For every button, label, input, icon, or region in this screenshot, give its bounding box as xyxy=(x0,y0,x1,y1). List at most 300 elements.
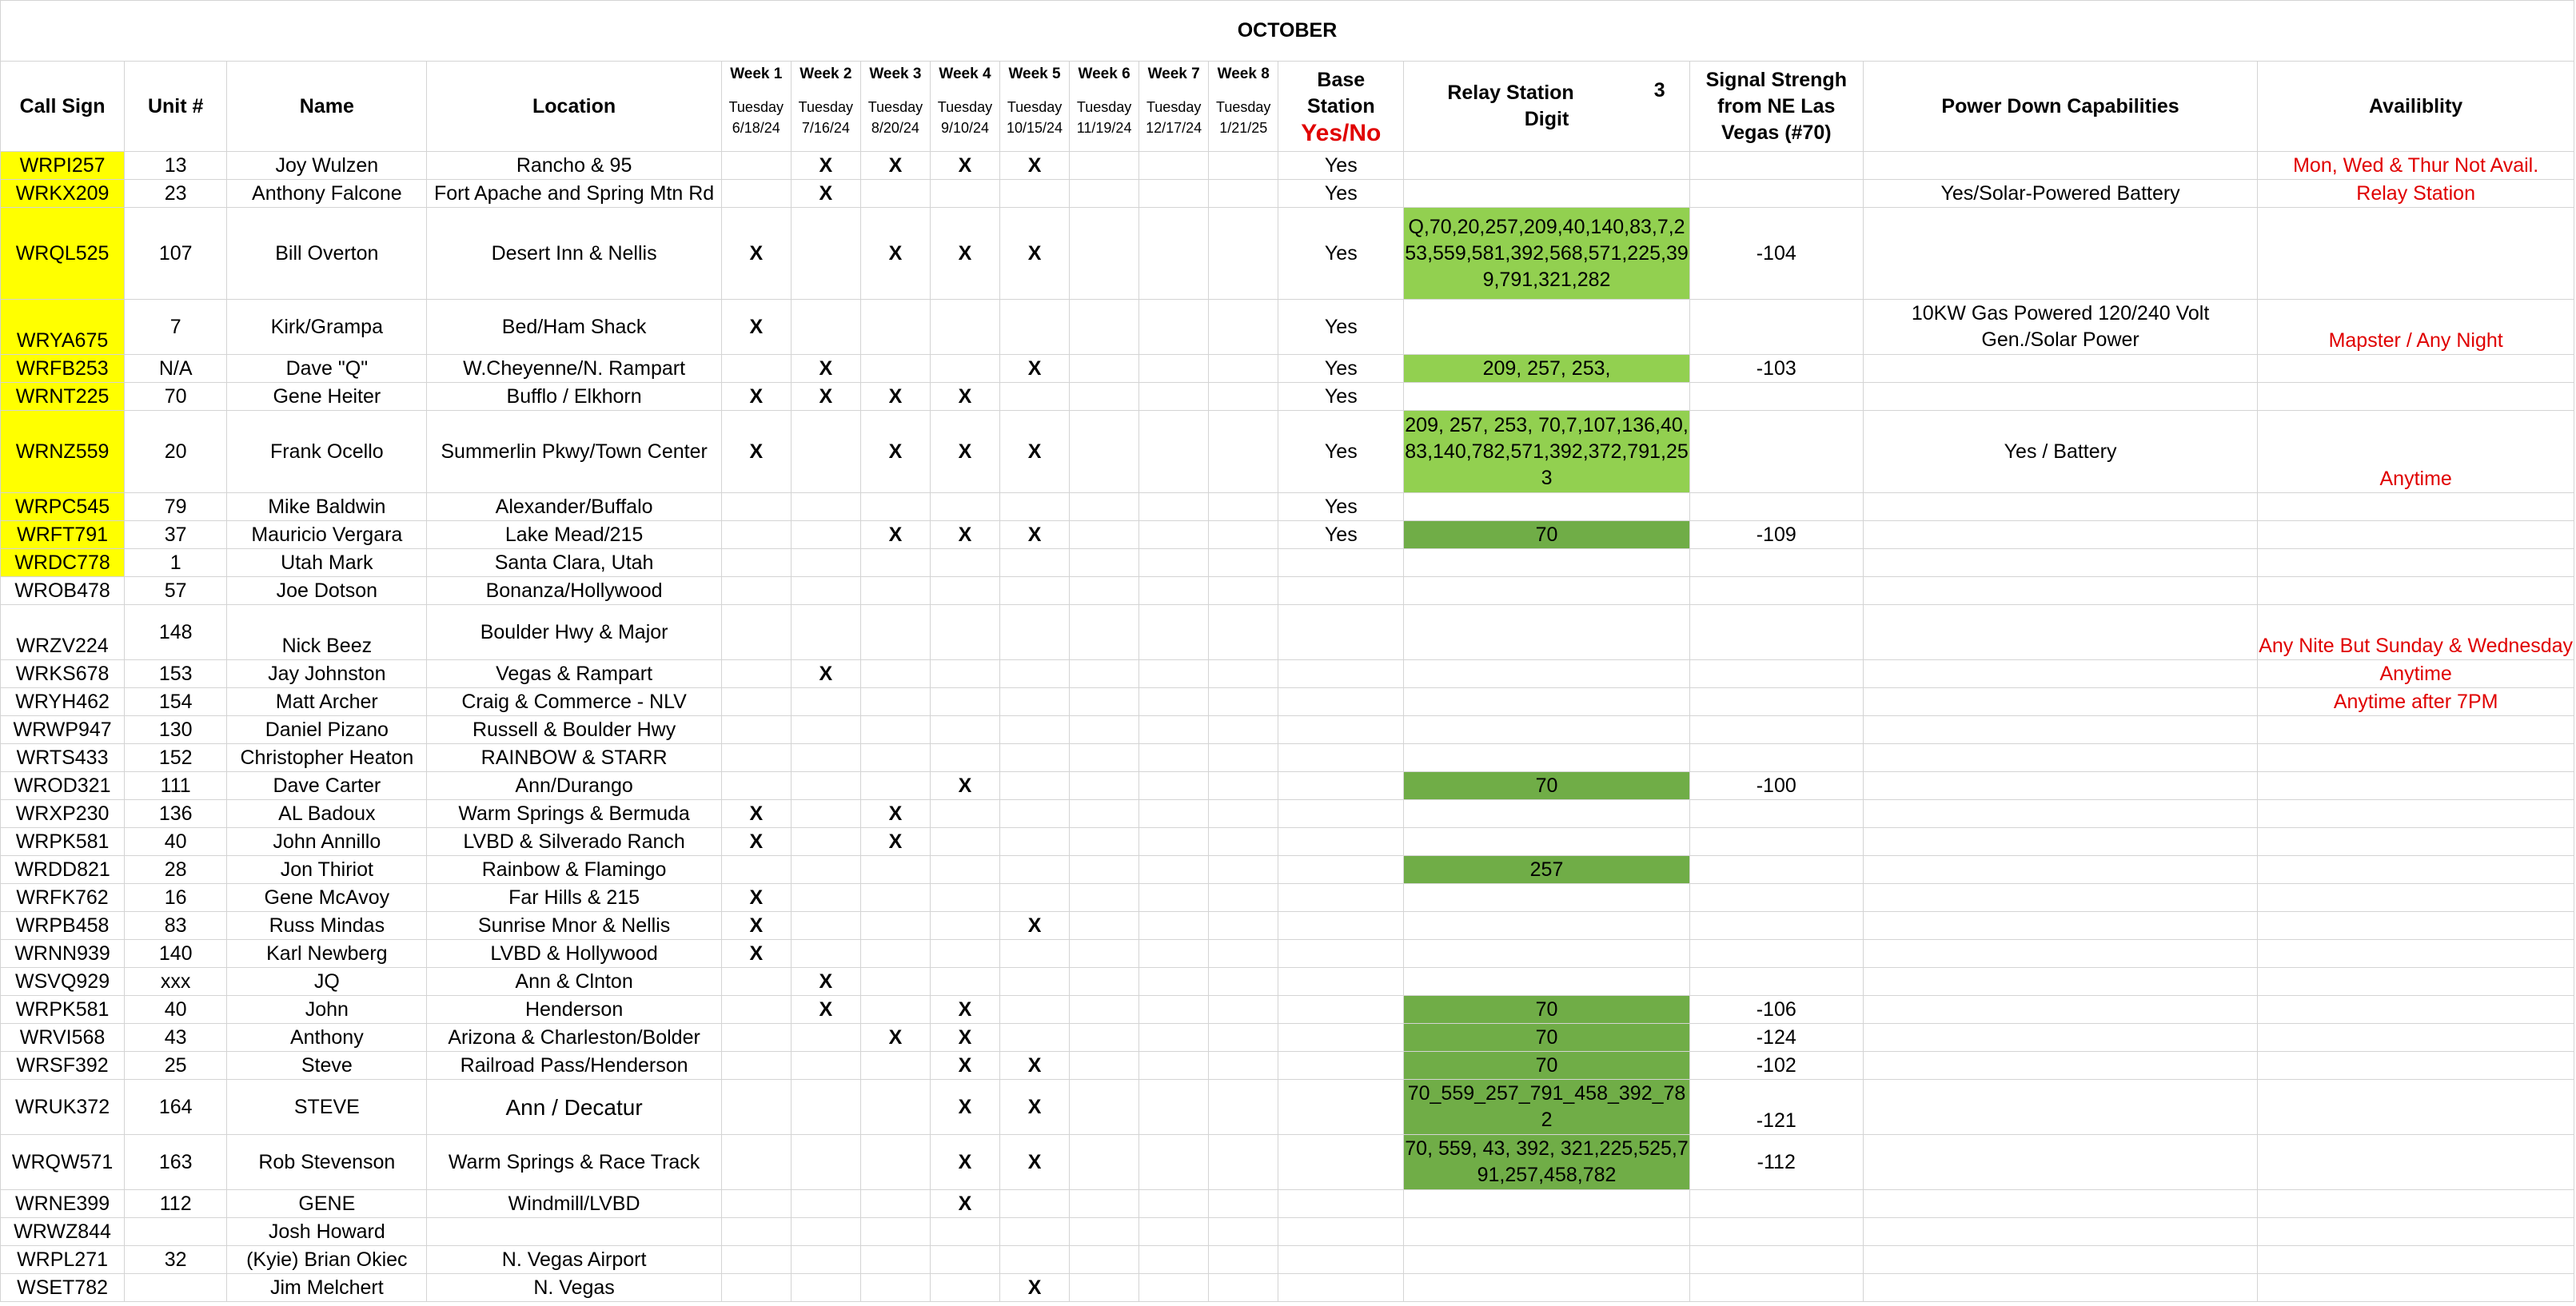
base-station-cell[interactable] xyxy=(1278,660,1404,688)
week-2-cell[interactable] xyxy=(791,884,860,912)
week-4-cell[interactable]: X xyxy=(930,411,999,493)
week-2-cell[interactable] xyxy=(791,856,860,884)
week-5-cell[interactable]: X xyxy=(1000,1135,1070,1190)
week-8-cell[interactable] xyxy=(1209,152,1278,180)
week-5-cell[interactable] xyxy=(1000,716,1070,744)
unit-cell[interactable]: 20 xyxy=(125,411,227,493)
name-cell[interactable]: Jon Thiriot xyxy=(227,856,427,884)
week-5-cell[interactable] xyxy=(1000,1024,1070,1052)
week-7-cell[interactable] xyxy=(1139,912,1209,940)
signal-cell[interactable]: -121 xyxy=(1689,1080,1863,1135)
call-sign-cell[interactable]: WRSF392 xyxy=(1,1052,125,1080)
name-cell[interactable]: Gene Heiter xyxy=(227,383,427,411)
week-7-cell[interactable] xyxy=(1139,300,1209,355)
week-8-cell[interactable] xyxy=(1209,800,1278,828)
week-5-cell[interactable] xyxy=(1000,996,1070,1024)
availability-cell[interactable]: Anytime xyxy=(2258,660,2574,688)
relay-station-cell[interactable]: 70 xyxy=(1404,521,1689,549)
week-2-cell[interactable]: X xyxy=(791,968,860,996)
power-down-cell[interactable] xyxy=(1863,208,2257,300)
availability-cell[interactable] xyxy=(2258,744,2574,772)
week-1-cell[interactable] xyxy=(721,180,791,208)
location-cell[interactable]: Windmill/LVBD xyxy=(427,1190,721,1218)
week-5-cell[interactable]: X xyxy=(1000,208,1070,300)
week-8-cell[interactable] xyxy=(1209,884,1278,912)
call-sign-cell[interactable]: WSVQ929 xyxy=(1,968,125,996)
unit-cell[interactable]: 57 xyxy=(125,577,227,605)
power-down-cell[interactable] xyxy=(1863,549,2257,577)
week-2-cell[interactable] xyxy=(791,1024,860,1052)
location-cell[interactable]: Ann / Decatur xyxy=(427,1080,721,1135)
relay-station-cell[interactable] xyxy=(1404,152,1689,180)
week-7-cell[interactable] xyxy=(1139,1218,1209,1246)
week-8-cell[interactable] xyxy=(1209,1135,1278,1190)
call-sign-cell[interactable]: WRFB253 xyxy=(1,355,125,383)
week-6-cell[interactable] xyxy=(1070,577,1139,605)
availability-cell[interactable] xyxy=(2258,383,2574,411)
week-8-cell[interactable] xyxy=(1209,355,1278,383)
week-4-cell[interactable] xyxy=(930,856,999,884)
power-down-cell[interactable] xyxy=(1863,688,2257,716)
base-station-cell[interactable] xyxy=(1278,1024,1404,1052)
location-cell[interactable]: Warm Springs & Bermuda xyxy=(427,800,721,828)
week-5-cell[interactable] xyxy=(1000,300,1070,355)
week-6-cell[interactable] xyxy=(1070,549,1139,577)
week-3-cell[interactable] xyxy=(860,355,930,383)
week-4-cell[interactable] xyxy=(930,1274,999,1302)
name-cell[interactable]: Utah Mark xyxy=(227,549,427,577)
name-cell[interactable]: AL Badoux xyxy=(227,800,427,828)
relay-station-cell[interactable] xyxy=(1404,688,1689,716)
week-8-cell[interactable] xyxy=(1209,605,1278,660)
week-3-cell[interactable] xyxy=(860,856,930,884)
week-1-cell[interactable]: X xyxy=(721,411,791,493)
call-sign-cell[interactable]: WRNT225 xyxy=(1,383,125,411)
signal-cell[interactable] xyxy=(1689,1190,1863,1218)
week-4-cell[interactable]: X xyxy=(930,1080,999,1135)
availability-cell[interactable] xyxy=(2258,828,2574,856)
week-6-cell[interactable] xyxy=(1070,716,1139,744)
week-8-cell[interactable] xyxy=(1209,1246,1278,1274)
week-3-cell[interactable] xyxy=(860,1274,930,1302)
unit-cell[interactable]: 152 xyxy=(125,744,227,772)
call-sign-cell[interactable]: WRNZ559 xyxy=(1,411,125,493)
base-station-cell[interactable] xyxy=(1278,856,1404,884)
name-cell[interactable]: Bill Overton xyxy=(227,208,427,300)
relay-station-cell[interactable] xyxy=(1404,383,1689,411)
location-cell[interactable]: Henderson xyxy=(427,996,721,1024)
week-1-cell[interactable]: X xyxy=(721,300,791,355)
week-4-cell[interactable]: X xyxy=(930,772,999,800)
availability-cell[interactable] xyxy=(2258,912,2574,940)
availability-cell[interactable]: Mapster / Any Night xyxy=(2258,300,2574,355)
week-2-cell[interactable] xyxy=(791,1274,860,1302)
location-cell[interactable]: Desert Inn & Nellis xyxy=(427,208,721,300)
week-4-cell[interactable] xyxy=(930,660,999,688)
name-cell[interactable]: JQ xyxy=(227,968,427,996)
week-6-cell[interactable] xyxy=(1070,1024,1139,1052)
power-down-cell[interactable] xyxy=(1863,605,2257,660)
base-station-cell[interactable] xyxy=(1278,1190,1404,1218)
call-sign-cell[interactable]: WRKX209 xyxy=(1,180,125,208)
relay-station-cell[interactable] xyxy=(1404,716,1689,744)
base-station-cell[interactable] xyxy=(1278,744,1404,772)
signal-cell[interactable]: -112 xyxy=(1689,1135,1863,1190)
signal-cell[interactable] xyxy=(1689,744,1863,772)
power-down-cell[interactable] xyxy=(1863,772,2257,800)
week-7-cell[interactable] xyxy=(1139,355,1209,383)
base-station-cell[interactable] xyxy=(1278,996,1404,1024)
week-2-cell[interactable] xyxy=(791,1218,860,1246)
week-3-cell[interactable] xyxy=(860,549,930,577)
week-6-cell[interactable] xyxy=(1070,996,1139,1024)
unit-cell[interactable]: 43 xyxy=(125,1024,227,1052)
availability-cell[interactable] xyxy=(2258,1246,2574,1274)
week-7-cell[interactable] xyxy=(1139,1274,1209,1302)
week-2-cell[interactable] xyxy=(791,1080,860,1135)
week-4-cell[interactable] xyxy=(930,968,999,996)
week-1-cell[interactable]: X xyxy=(721,912,791,940)
signal-cell[interactable] xyxy=(1689,1274,1863,1302)
week-6-cell[interactable] xyxy=(1070,688,1139,716)
week-8-cell[interactable] xyxy=(1209,1190,1278,1218)
unit-cell[interactable]: 136 xyxy=(125,800,227,828)
call-sign-cell[interactable]: WRYA675 xyxy=(1,300,125,355)
unit-cell[interactable]: N/A xyxy=(125,355,227,383)
week-6-cell[interactable] xyxy=(1070,1135,1139,1190)
week-1-cell[interactable]: X xyxy=(721,383,791,411)
week-7-cell[interactable] xyxy=(1139,411,1209,493)
relay-station-cell[interactable]: 70_559_257_791_458_392_782 xyxy=(1404,1080,1689,1135)
signal-cell[interactable] xyxy=(1689,383,1863,411)
week-6-cell[interactable] xyxy=(1070,828,1139,856)
power-down-cell[interactable]: 10KW Gas Powered 120/240 Volt Gen./Solar Power xyxy=(1863,300,2257,355)
relay-station-cell[interactable] xyxy=(1404,884,1689,912)
relay-station-cell[interactable] xyxy=(1404,493,1689,521)
week-1-cell[interactable] xyxy=(721,1080,791,1135)
name-cell[interactable]: Mike Baldwin xyxy=(227,493,427,521)
week-8-cell[interactable] xyxy=(1209,208,1278,300)
week-6-cell[interactable] xyxy=(1070,300,1139,355)
week-2-cell[interactable] xyxy=(791,1190,860,1218)
week-5-cell[interactable] xyxy=(1000,688,1070,716)
week-2-cell[interactable] xyxy=(791,1052,860,1080)
power-down-cell[interactable] xyxy=(1863,355,2257,383)
week-8-cell[interactable] xyxy=(1209,772,1278,800)
name-cell[interactable]: Jay Johnston xyxy=(227,660,427,688)
week-1-cell[interactable] xyxy=(721,1190,791,1218)
base-station-cell[interactable] xyxy=(1278,1080,1404,1135)
signal-cell[interactable] xyxy=(1689,828,1863,856)
week-8-cell[interactable] xyxy=(1209,856,1278,884)
availability-cell[interactable] xyxy=(2258,884,2574,912)
base-station-cell[interactable]: Yes xyxy=(1278,152,1404,180)
week-2-cell[interactable] xyxy=(791,411,860,493)
base-station-cell[interactable]: Yes xyxy=(1278,383,1404,411)
signal-cell[interactable] xyxy=(1689,716,1863,744)
week-7-cell[interactable] xyxy=(1139,772,1209,800)
week-6-cell[interactable] xyxy=(1070,1218,1139,1246)
week-1-cell[interactable] xyxy=(721,1024,791,1052)
base-station-cell[interactable]: Yes xyxy=(1278,411,1404,493)
week-2-cell[interactable] xyxy=(791,688,860,716)
unit-cell[interactable]: 25 xyxy=(125,1052,227,1080)
availability-cell[interactable] xyxy=(2258,1218,2574,1246)
relay-station-cell[interactable] xyxy=(1404,800,1689,828)
week-8-cell[interactable] xyxy=(1209,577,1278,605)
week-5-cell[interactable] xyxy=(1000,772,1070,800)
signal-cell[interactable]: -106 xyxy=(1689,996,1863,1024)
call-sign-cell[interactable]: WRZV224 xyxy=(1,605,125,660)
relay-station-cell[interactable]: 70 xyxy=(1404,996,1689,1024)
availability-cell[interactable]: Relay Station xyxy=(2258,180,2574,208)
availability-cell[interactable] xyxy=(2258,493,2574,521)
name-cell[interactable]: Joy Wulzen xyxy=(227,152,427,180)
week-2-cell[interactable]: X xyxy=(791,180,860,208)
location-cell[interactable]: Santa Clara, Utah xyxy=(427,549,721,577)
week-3-cell[interactable]: X xyxy=(860,521,930,549)
week-7-cell[interactable] xyxy=(1139,152,1209,180)
call-sign-cell[interactable]: WRPC545 xyxy=(1,493,125,521)
availability-cell[interactable]: Anytime xyxy=(2258,411,2574,493)
week-1-cell[interactable] xyxy=(721,856,791,884)
call-sign-cell[interactable]: WRQW571 xyxy=(1,1135,125,1190)
week-5-cell[interactable]: X xyxy=(1000,1052,1070,1080)
call-sign-cell[interactable]: WROB478 xyxy=(1,577,125,605)
signal-cell[interactable] xyxy=(1689,940,1863,968)
week-2-cell[interactable]: X xyxy=(791,383,860,411)
call-sign-cell[interactable]: WRPI257 xyxy=(1,152,125,180)
name-cell[interactable]: Frank Ocello xyxy=(227,411,427,493)
week-4-cell[interactable]: X xyxy=(930,1052,999,1080)
location-cell[interactable]: Ann & Clnton xyxy=(427,968,721,996)
unit-cell[interactable]: 164 xyxy=(125,1080,227,1135)
week-4-cell[interactable] xyxy=(930,688,999,716)
week-2-cell[interactable] xyxy=(791,493,860,521)
availability-cell[interactable] xyxy=(2258,968,2574,996)
base-station-cell[interactable] xyxy=(1278,772,1404,800)
week-2-cell[interactable] xyxy=(791,744,860,772)
relay-station-cell[interactable]: 70, 559, 43, 392, 321,225,525,791,257,458,782 xyxy=(1404,1135,1689,1190)
week-7-cell[interactable] xyxy=(1139,605,1209,660)
availability-cell[interactable] xyxy=(2258,772,2574,800)
location-cell[interactable]: Craig & Commerce - NLV xyxy=(427,688,721,716)
week-5-cell[interactable]: X xyxy=(1000,521,1070,549)
signal-cell[interactable] xyxy=(1689,856,1863,884)
power-down-cell[interactable] xyxy=(1863,152,2257,180)
week-5-cell[interactable] xyxy=(1000,800,1070,828)
availability-cell[interactable] xyxy=(2258,1274,2574,1302)
week-3-cell[interactable] xyxy=(860,180,930,208)
call-sign-cell[interactable]: WRPB458 xyxy=(1,912,125,940)
week-5-cell[interactable] xyxy=(1000,1190,1070,1218)
week-2-cell[interactable]: X xyxy=(791,660,860,688)
week-4-cell[interactable] xyxy=(930,355,999,383)
week-8-cell[interactable] xyxy=(1209,660,1278,688)
week-6-cell[interactable] xyxy=(1070,1246,1139,1274)
base-station-cell[interactable] xyxy=(1278,800,1404,828)
week-1-cell[interactable] xyxy=(721,716,791,744)
week-8-cell[interactable] xyxy=(1209,996,1278,1024)
signal-cell[interactable] xyxy=(1689,1246,1863,1274)
week-2-cell[interactable] xyxy=(791,912,860,940)
week-2-cell[interactable] xyxy=(791,300,860,355)
signal-cell[interactable] xyxy=(1689,800,1863,828)
week-5-cell[interactable] xyxy=(1000,1218,1070,1246)
week-4-cell[interactable] xyxy=(930,800,999,828)
week-3-cell[interactable] xyxy=(860,1246,930,1274)
week-8-cell[interactable] xyxy=(1209,411,1278,493)
base-station-cell[interactable]: Yes xyxy=(1278,521,1404,549)
availability-cell[interactable] xyxy=(2258,1135,2574,1190)
location-cell[interactable]: Ann/Durango xyxy=(427,772,721,800)
week-6-cell[interactable] xyxy=(1070,772,1139,800)
week-8-cell[interactable] xyxy=(1209,744,1278,772)
week-6-cell[interactable] xyxy=(1070,884,1139,912)
week-1-cell[interactable] xyxy=(721,1218,791,1246)
week-3-cell[interactable]: X xyxy=(860,800,930,828)
name-cell[interactable]: Joe Dotson xyxy=(227,577,427,605)
week-5-cell[interactable] xyxy=(1000,577,1070,605)
signal-cell[interactable] xyxy=(1689,605,1863,660)
relay-station-cell[interactable] xyxy=(1404,549,1689,577)
week-7-cell[interactable] xyxy=(1139,828,1209,856)
base-station-cell[interactable]: Yes xyxy=(1278,208,1404,300)
week-7-cell[interactable] xyxy=(1139,549,1209,577)
week-4-cell[interactable]: X xyxy=(930,152,999,180)
week-7-cell[interactable] xyxy=(1139,1052,1209,1080)
availability-cell[interactable] xyxy=(2258,800,2574,828)
call-sign-cell[interactable]: WRKS678 xyxy=(1,660,125,688)
relay-station-cell[interactable] xyxy=(1404,577,1689,605)
name-cell[interactable]: Nick Beez xyxy=(227,605,427,660)
week-8-cell[interactable] xyxy=(1209,912,1278,940)
location-cell[interactable]: Summerlin Pkwy/Town Center xyxy=(427,411,721,493)
name-cell[interactable]: STEVE xyxy=(227,1080,427,1135)
week-8-cell[interactable] xyxy=(1209,1274,1278,1302)
week-8-cell[interactable] xyxy=(1209,493,1278,521)
name-cell[interactable]: Russ Mindas xyxy=(227,912,427,940)
week-1-cell[interactable] xyxy=(721,772,791,800)
location-cell[interactable]: Railroad Pass/Henderson xyxy=(427,1052,721,1080)
power-down-cell[interactable] xyxy=(1863,521,2257,549)
week-3-cell[interactable]: X xyxy=(860,152,930,180)
week-4-cell[interactable] xyxy=(930,1246,999,1274)
week-2-cell[interactable]: X xyxy=(791,152,860,180)
name-cell[interactable]: Matt Archer xyxy=(227,688,427,716)
week-7-cell[interactable] xyxy=(1139,521,1209,549)
unit-cell[interactable]: 16 xyxy=(125,884,227,912)
week-1-cell[interactable]: X xyxy=(721,828,791,856)
signal-cell[interactable] xyxy=(1689,152,1863,180)
week-3-cell[interactable] xyxy=(860,688,930,716)
power-down-cell[interactable] xyxy=(1863,968,2257,996)
week-6-cell[interactable] xyxy=(1070,856,1139,884)
unit-cell[interactable] xyxy=(125,1218,227,1246)
location-cell[interactable]: N. Vegas xyxy=(427,1274,721,1302)
relay-station-cell[interactable]: 70 xyxy=(1404,772,1689,800)
name-cell[interactable]: Mauricio Vergara xyxy=(227,521,427,549)
week-3-cell[interactable] xyxy=(860,912,930,940)
power-down-cell[interactable] xyxy=(1863,744,2257,772)
week-4-cell[interactable] xyxy=(930,912,999,940)
week-7-cell[interactable] xyxy=(1139,1024,1209,1052)
week-5-cell[interactable] xyxy=(1000,1246,1070,1274)
base-station-cell[interactable] xyxy=(1278,605,1404,660)
week-3-cell[interactable] xyxy=(860,493,930,521)
week-8-cell[interactable] xyxy=(1209,383,1278,411)
week-4-cell[interactable]: X xyxy=(930,208,999,300)
unit-cell[interactable]: 79 xyxy=(125,493,227,521)
week-7-cell[interactable] xyxy=(1139,1246,1209,1274)
call-sign-cell[interactable]: WROD321 xyxy=(1,772,125,800)
unit-cell[interactable]: 83 xyxy=(125,912,227,940)
name-cell[interactable]: Daniel Pizano xyxy=(227,716,427,744)
week-5-cell[interactable] xyxy=(1000,660,1070,688)
power-down-cell[interactable] xyxy=(1863,383,2257,411)
unit-cell[interactable]: 148 xyxy=(125,605,227,660)
availability-cell[interactable] xyxy=(2258,577,2574,605)
power-down-cell[interactable] xyxy=(1863,828,2257,856)
week-4-cell[interactable] xyxy=(930,300,999,355)
call-sign-cell[interactable]: WRWP947 xyxy=(1,716,125,744)
week-7-cell[interactable] xyxy=(1139,577,1209,605)
availability-cell[interactable] xyxy=(2258,1080,2574,1135)
unit-cell[interactable]: 28 xyxy=(125,856,227,884)
call-sign-cell[interactable]: WRPK581 xyxy=(1,828,125,856)
week-2-cell[interactable] xyxy=(791,1246,860,1274)
week-6-cell[interactable] xyxy=(1070,744,1139,772)
availability-cell[interactable] xyxy=(2258,549,2574,577)
availability-cell[interactable] xyxy=(2258,856,2574,884)
week-3-cell[interactable] xyxy=(860,772,930,800)
name-cell[interactable]: John Annillo xyxy=(227,828,427,856)
week-7-cell[interactable] xyxy=(1139,180,1209,208)
power-down-cell[interactable] xyxy=(1863,1052,2257,1080)
week-5-cell[interactable] xyxy=(1000,856,1070,884)
week-5-cell[interactable]: X xyxy=(1000,411,1070,493)
location-cell[interactable]: Sunrise Mnor & Nellis xyxy=(427,912,721,940)
unit-cell[interactable]: 140 xyxy=(125,940,227,968)
name-cell[interactable]: GENE xyxy=(227,1190,427,1218)
power-down-cell[interactable]: Yes/Solar-Powered Battery xyxy=(1863,180,2257,208)
week-3-cell[interactable] xyxy=(860,884,930,912)
week-7-cell[interactable] xyxy=(1139,940,1209,968)
relay-station-cell[interactable]: 209, 257, 253, 70,7,107,136,40,83,140,782,571,392,372,791,253 xyxy=(1404,411,1689,493)
week-6-cell[interactable] xyxy=(1070,493,1139,521)
week-1-cell[interactable] xyxy=(721,493,791,521)
week-4-cell[interactable]: X xyxy=(930,521,999,549)
relay-station-cell[interactable] xyxy=(1404,744,1689,772)
week-4-cell[interactable]: X xyxy=(930,1024,999,1052)
week-2-cell[interactable] xyxy=(791,577,860,605)
base-station-cell[interactable] xyxy=(1278,577,1404,605)
location-cell[interactable]: Arizona & Charleston/Bolder xyxy=(427,1024,721,1052)
base-station-cell[interactable] xyxy=(1278,828,1404,856)
relay-station-cell[interactable] xyxy=(1404,1190,1689,1218)
availability-cell[interactable]: Any Nite But Sunday & Wednesday xyxy=(2258,605,2574,660)
week-3-cell[interactable]: X xyxy=(860,828,930,856)
base-station-cell[interactable] xyxy=(1278,884,1404,912)
call-sign-cell[interactable]: WRDD821 xyxy=(1,856,125,884)
call-sign-cell[interactable]: WRWZ844 xyxy=(1,1218,125,1246)
base-station-cell[interactable] xyxy=(1278,1052,1404,1080)
base-station-cell[interactable] xyxy=(1278,940,1404,968)
week-3-cell[interactable] xyxy=(860,940,930,968)
week-1-cell[interactable] xyxy=(721,968,791,996)
week-1-cell[interactable]: X xyxy=(721,800,791,828)
week-1-cell[interactable] xyxy=(721,996,791,1024)
